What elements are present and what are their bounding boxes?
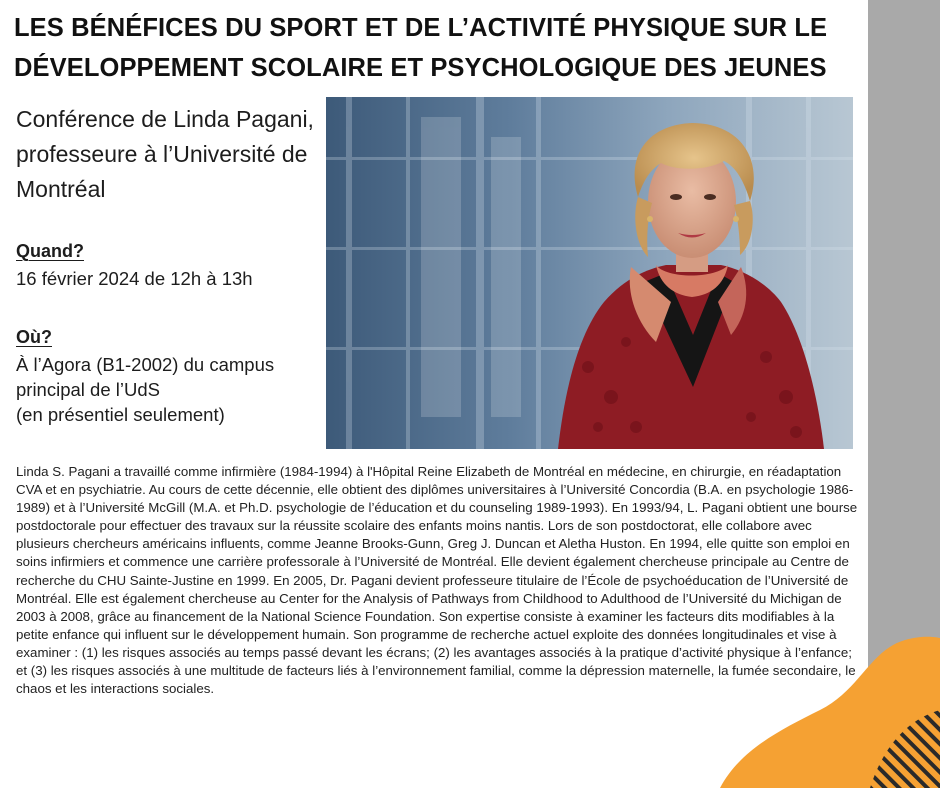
when-label: Quand? — [16, 241, 84, 261]
orange-decorative-shape — [700, 620, 940, 788]
where-note: (en présentiel seulement) — [16, 404, 225, 425]
page-title: LES BÉNÉFICES DU SPORT ET DE L’ACTIVITÉ PHYSIQUE SUR LE DÉVELOPPEMENT SCOLAIRE ET PSYCHOLOGIQUE DES JEUNES — [14, 14, 828, 82]
where-value — [16, 352, 321, 427]
where-location: À l’Agora (B1-2002) du campus principal de l’UdS — [16, 354, 275, 400]
speaker-subtitle: Conférence de Linda Pagani, professeure à l’Université de Montréal — [16, 106, 314, 202]
speaker-biography: Linda S. Pagani a travaillé comme infirmière (1984-1994) à l'Hôpital Reine Elizabeth de Montréal en médecine, en chirurgie, en réadaptation CVA et en psychiatrie. Au cours de cette décennie, elle obtient des diplômes universitaires à l’Université Concordia (B.A. en psychologie 1986-1989) et à l’Université McGill (M.A. et Ph.D. psychologie de l’éducation et du counseling 1989-1993). En 1993/94, L. Pagani obtient une bourse postdoctorale pour effectuer des travaux sur la réussite scolaire des enfants moins nantis. Lors de son postdoctorat, elle collabore avec plusieurs chercheurs américains influents, comme Jeanne Brooks-Gunn, Greg J. Duncan et Aletha Huston. En 1994, elle quitte son emploi en soins infirmiers et commence une carrière professorale à l’Université de Montréal. Elle devient également chercheuse principale au Centre de recherche du CHU Sainte-Justine en 1999. En 2005, Dr. Pagani devient professeure titulaire de l’École de psychoéducation de l’Université de Montréal. Elle est également chercheuse au Center for the Analysis of Pathways from Childhood to Adulthood de l’Université du Michigan de 2003 à 2008, grâce au financement de la National Science Foundation. Son expertise consiste à examiner les facteurs dits modifiables à la petite enfance qui influent sur le développement humain. Son programme de recherche actuel exploite des données longitudinales et vise à examiner : (1) les risques associés au temps passé devant les écrans; (2) les avantages associés à la pratique d’activité physique à l’enfance; et (3) les risques associés à une multitude de facteurs liés à l’environnement familial, comme la dépression maternelle, la fumée secondaire, le chaos et les interactions sociales. — [16, 464, 858, 697]
when-value: 16 février 2024 de 12h à 13h — [16, 268, 253, 289]
speaker-photo — [326, 97, 853, 449]
where-label: Où? — [16, 327, 52, 347]
